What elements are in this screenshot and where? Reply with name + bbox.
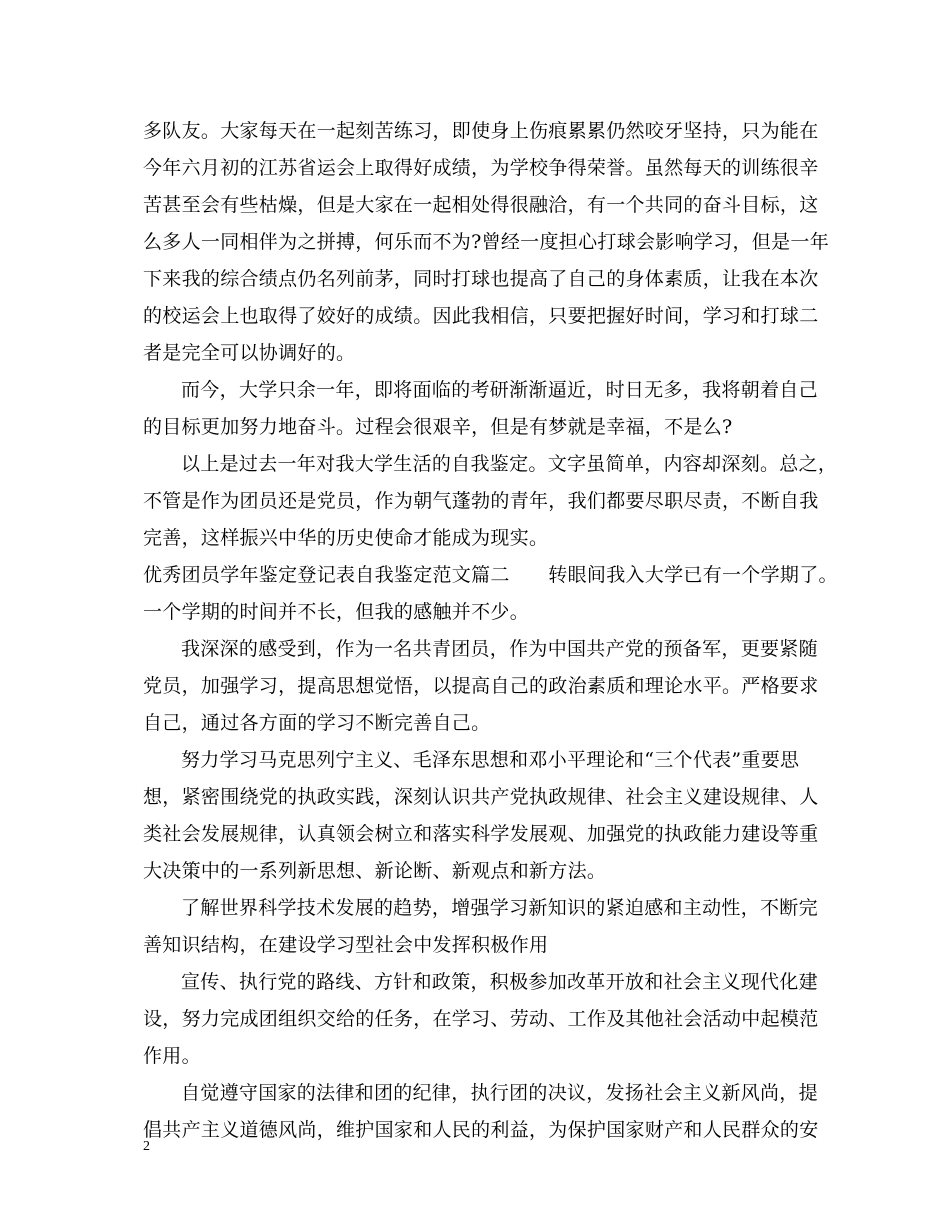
text-line: 设，努力完成团组织交给的任务，在学习、劳动、工作及其他社会活动中起模范 [143,1008,819,1030]
text-line: 作用。 [143,1045,201,1067]
text-line: 努力学习马克思列宁主义、毛泽东思想和邓小平理论和“三个代表”重要思 [181,749,800,771]
text-line: 么多人一同相伴为之拼搏，何乐而不为?曾经一度担心打球会影响学习，但是一年 [143,231,829,253]
text-line: 完善，这样振兴中华的历史使命才能成为现实。 [143,527,549,549]
text-line: 的目标更加努力地奋斗。过程会很艰辛，但是有梦就是幸福，不是么? [143,416,733,438]
text-line: 今年六月初的江苏省运会上取得好成绩，为学校争得荣誉。虽然每天的训练很辛 [143,157,819,179]
text-line: 大决策中的一系列新思想、新论断、新观点和新方法。 [143,860,607,882]
section-heading-line: 优秀团员学年鉴定登记表自我鉴定范文篇二 转眼间我入大学已有一个学期了。 [143,564,838,586]
text-line: 善知识结构，在建设学习型社会中发挥积极作用 [143,934,549,956]
text-line: 不管是作为团员还是党员，作为朝气蓬勃的青年，我们都要尽职尽责，不断自我 [143,490,819,512]
text-line: 自觉遵守国家的法律和团的纪律，执行团的决议，发扬社会主义新风尚，提 [181,1082,818,1104]
text-line: 宣传、执行党的路线、方针和政策，积极参加改革开放和社会主义现代化建 [181,971,818,993]
text-line: 倡共产主义道德风尚，维护国家和人民的利益，为保护国家财产和人民群众的安 [143,1119,819,1141]
text-line: 多队友。大家每天在一起刻苦练习，即使身上伤痕累累仍然咬牙坚持，只为能在 [143,120,819,142]
text-line: 下来我的综合绩点仍名列前茅，同时打球也提高了自己的身体素质，让我在本次 [143,268,819,290]
text-line: 想，紧密围绕党的执政实践，深刻认识共产党执政规律、社会主义建设规律、人 [143,786,819,808]
text-line: 我深深的感受到，作为一名共青团员，作为中国共产党的预备军，更要紧随 [181,638,818,660]
text-line: 以上是过去一年对我大学生活的自我鉴定。文字虽简单，内容却深刻。总之， [181,453,838,475]
text-line: 一个学期的时间并不长，但我的感触并不少。 [143,601,530,623]
text-line: 苦甚至会有些枯燥，但是大家在一起相处得很融洽，有一个共同的奋斗目标，这 [143,194,819,216]
text-line: 而今，大学只余一年，即将面临的考研渐渐逼近，时日无多，我将朝着自己 [181,379,818,401]
text-line: 的校运会上也取得了姣好的成绩。因此我相信，只要把握好时间，学习和打球二 [143,305,819,327]
text-line: 党员，加强学习，提高思想觉悟，以提高自己的政治素质和理论水平。严格要求 [143,675,819,697]
text-line: 类社会发展规律，认真领会树立和落实科学发展观、加强党的执政能力建设等重 [143,823,819,845]
text-line: 自己，通过各方面的学习不断完善自己。 [143,712,491,734]
page-number: 2 [143,1139,150,1154]
text-line: 者是完全可以协调好的。 [143,342,356,364]
text-line: 了解世界科学技术发展的趋势，增强学习新知识的紧迫感和主动性，不断完 [181,897,818,919]
